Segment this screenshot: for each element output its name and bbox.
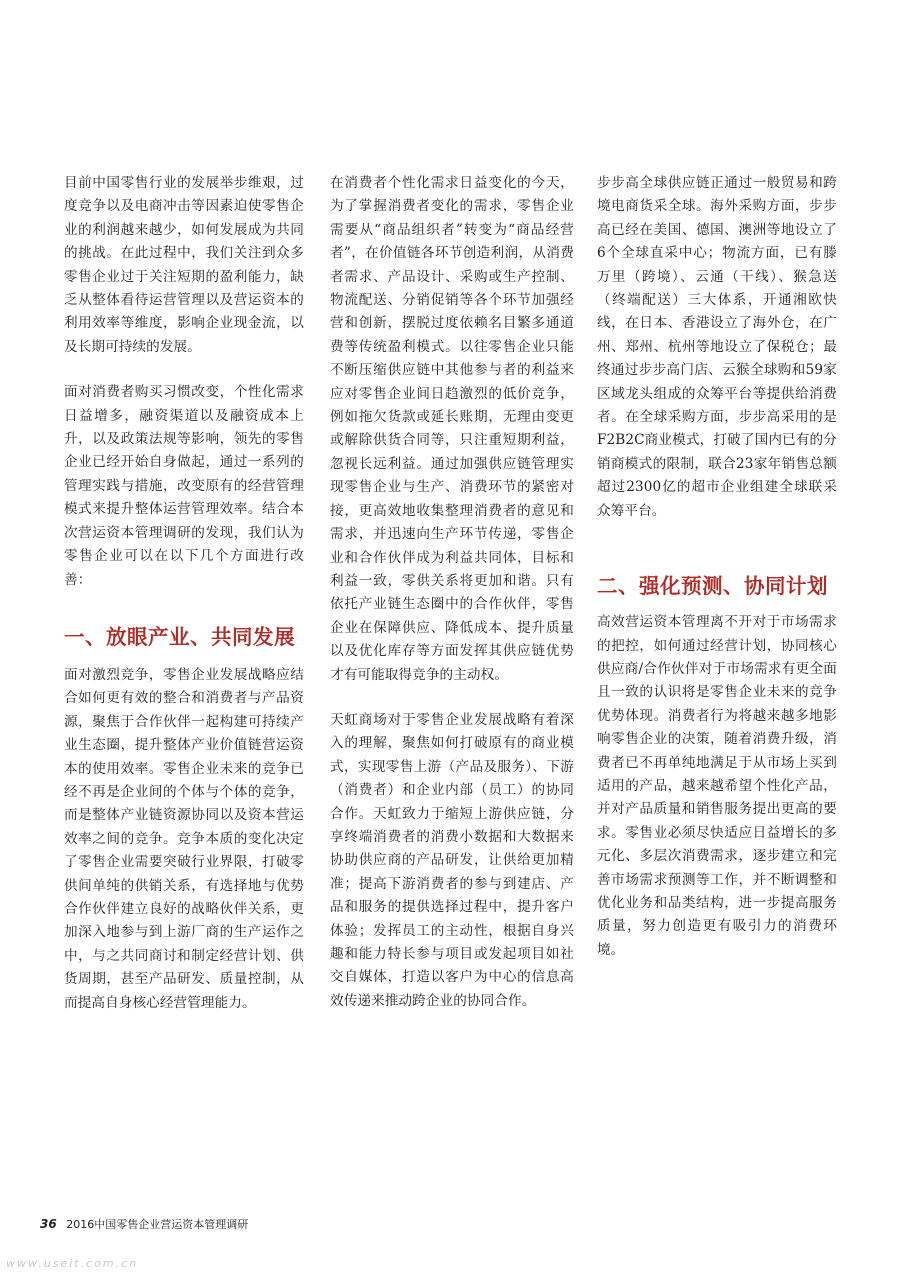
watermark: www.useit.com.cn [6,1257,139,1270]
paragraph: 天虹商场对于零售企业发展战略有着深入的理解，聚焦如何打破原有的商业模式，实现零售上游（产品及服务）、下游（消费者）和企业内部（员工）的协同合作。天虹致力于缩短上游供应链，分享终端消费者的消费小数据和大数据来协助供应商的产品研发，让供给更加精准；提高下游消费者的参与到建店、产品和服务的提供选择过程中，提升客户体验；发挥员工的主动性，根据自身兴趣和能力特长参与项目或发起项目如社交自媒体，打造以客户为中心的信息高效传递来推动跨企业的协同合作。 [330,711,574,1009]
paragraph: 目前中国零售行业的发展举步维艰，过度竞争以及电商冲击等因素迫使零售企业的利润越来越少，如何发展成为共同的挑战。在此过程中，我们关注到众多零售企业过于关注短期的盈利能力，缺乏从整体看待运营管理以及营运资本的利用效率等维度，影响企业现金流，以及长期可持续的发展。 [64,175,304,355]
paragraph: 面对激烈竞争，零售企业发展战略应结合如何更有效的整合和消费者与产品资源，聚焦于合作伙伴一起构建可持续产业生态圈，提升整体产业价值链营运资本的使用效率。零售企业未来的竞争已经不再是企业间的个体与个体的竞争，而是整体产业链资源协同以及资本营运效率之间的竞争。竞争本质的变化决定了零售企业需要突破行业界限，打破零供间单纯的供销关系，有选择地与优势合作伙伴建立良好的战略伙伴关系，更加深入地参与到上游厂商的生产运作之中，与之共同商讨和制定经营计划、供货周期，甚至产品研发、质量控制，从而提高自身核心经营管理能力。 [64,666,304,1011]
column-right [597,172,837,962]
section-heading: 一、放眼产业、共同发展 [64,624,295,649]
page-number: 36 [40,1217,57,1231]
paragraph: 在消费者个性化需求日益变化的今天，为了掌握消费者变化的需求，零售企业需要从“商品组织者”转变为“商品经营者”，在价值链各环节创造利润，从消费者需求、产品设计、采购或生产控制、物流配送、分销促销等各个环节加强经营和创新，摆脱过度依赖名目繁多通道费等传统盈利模式。以往零售企业只能不断压缩供应链中其他参与者的利益来应对零售企业间日趋激烈的低价竞争，例如拖欠货款或延长账期，无理由变更或解除供货合同等，只注重短期利益，忽视长远利益。通过加强供应链管理实现零售企业与生产、消费环节的紧密对接，更高效地收集整理消费者的意见和需求，并迅速向生产环节传递，零售企业和合作伙伴成为利益共同体，目标和利益一致，零供关系将更加和谐。只有依托产业链生态圈中的合作伙伴，零售企业在保障供应、降低成本、提升质量以及优化库存等方面发挥其供应链优势才有可能取得竞争的主动权。 [330,175,574,683]
paragraph: 步步高全球供应链正通过一般贸易和跨境电商货采全球。海外采购方面，步步高已经在美国、德国、澳洲等地设立了6个全球直采中心；物流方面，已有滕万里（跨境）、云通（干线）、猴急送（终端配送）三大体系，开通湘欧快线，在日本、香港设立了海外仓，在广州、郑州、杭州等地设立了保税仓；最终通过步步高门店、云猴全球购和59家区域龙头组成的众筹平台等提供给消费者。在全球采购方面，步步高采用的是F2B2C商业模式，打破了国内已有的分销商模式的限制，联合23家年销售总额超过2300亿的超市企业组建全球联采众筹平台。 [597,175,837,519]
section-heading: 二、强化预测、协同计划 [597,574,828,599]
page-footer [40,1216,248,1232]
column-left [64,172,304,1015]
column-middle [330,172,574,1013]
paragraph: 高效营运资本管理离不开对于市场需求的把控，如何通过经营计划，协同核心供应商/合作伙伴对于市场需求有更全面且一致的认识将是零售企业未来的竞争优势体现。消费者行为将越来越多地影响零售企业的决策，随着消费升级，消费者已不再单纯地满足于从市场上买到适用的产品，越来越希望个性化产品，并对产品质量和销售服务提出更高的要求。零售业必须尽快适应日益增长的多元化、多层次消费需求，逐步建立和完善市场需求预测等工作，并不断调整和优化业务和品类结构，进一步提高服务质量，努力创造更有吸引力的消费环境。 [597,614,837,958]
footer-title: 2016中国零售企业营运资本管理调研 [66,1218,249,1231]
paragraph: 面对消费者购买习惯改变，个性化需求日益增多，融资渠道以及融资成本上升，以及政策法规等影响，领先的零售企业已经开始自身做起，通过一系列的管理实践与措施，改变原有的经营管理模式来提升整体运营管理效率。结合本次营运资本管理调研的发现，我们认为零售企业可以在以下几个方面进行改善： [64,384,304,588]
